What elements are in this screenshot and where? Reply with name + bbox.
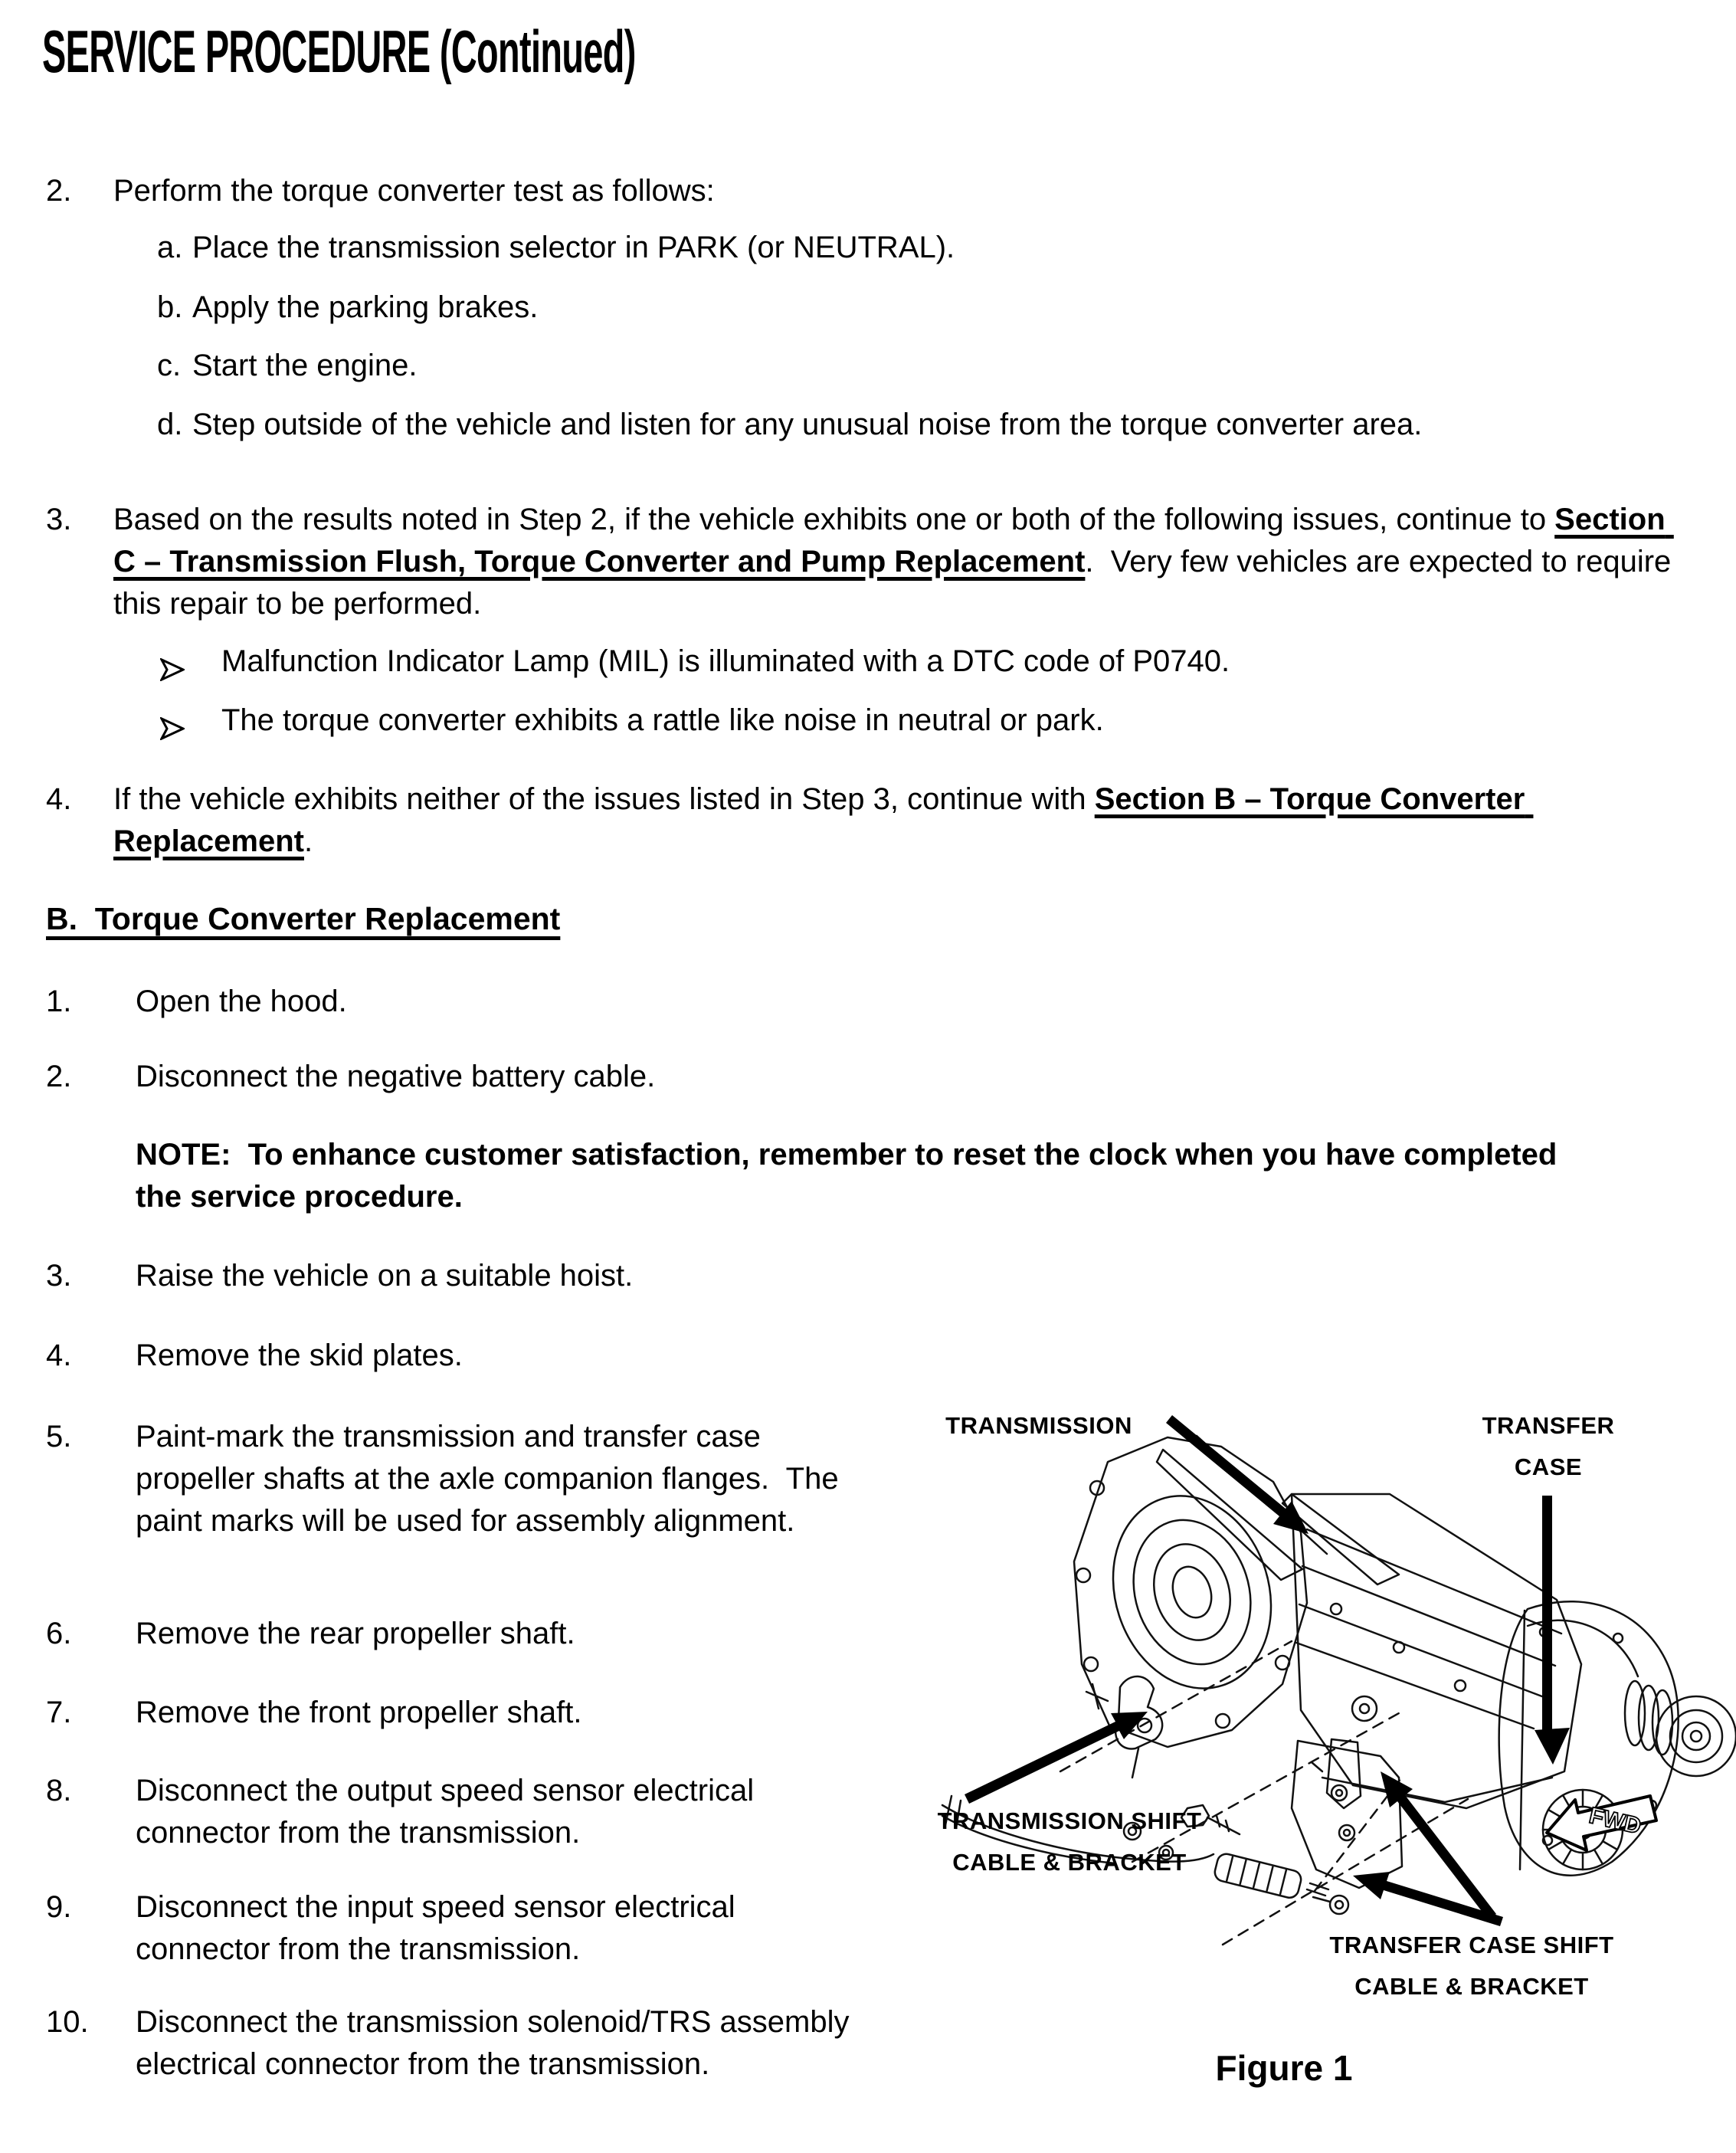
- substep-letter: c.: [157, 349, 182, 382]
- step-number: 4.: [46, 782, 72, 816]
- step-number: 2.: [46, 1060, 72, 1093]
- step-b3-row: [46, 1255, 1637, 1297]
- transfer-case-arrow-head: [1535, 1728, 1570, 1765]
- section-b-heading: B. Torque Converter Replacement: [46, 901, 561, 936]
- figure-label-transfer-case-shift: [1303, 1925, 1640, 2007]
- step-text: [113, 499, 1684, 625]
- substep-letter: d.: [157, 408, 183, 441]
- substep-text: Step outside of the vehicle and listen for any unusual noise from the torque converter area.: [192, 408, 1423, 441]
- step-4-row: [46, 778, 1684, 863]
- step-number: 9.: [46, 1890, 72, 1924]
- step-b5-row: [46, 1416, 856, 1542]
- figure-label-transfer-case-shift-line1: TRANSFER CASE SHIFT: [1329, 1932, 1614, 1958]
- arrowhead-bullet-icon: [160, 641, 221, 693]
- step-text: Disconnect the transmission solenoid/TRS assembly electrical connector from the transmission.: [136, 2005, 858, 2081]
- figure-caption: Figure 1: [1215, 2048, 1353, 2088]
- step-2a-row: [157, 227, 1694, 269]
- step-text: Remove the rear propeller shaft.: [136, 1617, 575, 1650]
- step-text-before: Based on the results noted in Step 2, if the vehicle exhibits one or both of the following issues, continue to: [113, 503, 1555, 536]
- step-2b-row: [157, 287, 1694, 329]
- figure-1: [863, 1379, 1736, 2149]
- figure-label-transmission-shift-line1: TRANSMISSION SHIFT: [937, 1807, 1202, 1834]
- fwd-arrow-text: FWD: [1587, 1802, 1644, 1840]
- step-b8-row: [46, 1770, 856, 1854]
- transfer-case-arrow-shaft: [1542, 1496, 1552, 1732]
- step-number: 2.: [46, 174, 72, 208]
- step-2d-row: [157, 404, 1694, 446]
- step-text: Paint-mark the transmission and transfer case propeller shafts at the axle companion flanges. The paint marks will be used for assembly alignment.: [136, 1420, 847, 1538]
- step-b1-row: [46, 981, 1637, 1023]
- bullet-text: Malfunction Indicator Lamp (MIL) is illuminated with a DTC code of P0740.: [221, 644, 1230, 678]
- trans-shift-arrow: [965, 1712, 1148, 1804]
- note-block: NOTE: To enhance customer satisfaction, remember to reset the clock when you have completed the service procedure.: [136, 1138, 1566, 1214]
- step-b6-row: [46, 1613, 856, 1655]
- substep-text: Apply the parking brakes.: [192, 290, 539, 324]
- substep-text: Start the engine.: [192, 349, 418, 382]
- section-b-reference: Section B – Torque Converter Replacement: [113, 782, 1534, 858]
- step-text: Remove the skid plates.: [136, 1339, 463, 1372]
- figure-label-transfer-case: [1472, 1405, 1625, 1488]
- bullet-row-mil: [160, 641, 1662, 693]
- bullet-row-rattle: [160, 700, 1662, 752]
- step-text: Disconnect the input speed sensor electrical connector from the transmission.: [136, 1890, 744, 1966]
- step-b10-row: [46, 2001, 856, 2086]
- step-number: 10.: [46, 2005, 89, 2039]
- step-b2-row: [46, 1056, 1637, 1098]
- step-2c-row: [157, 345, 1694, 387]
- step-b4-row: [46, 1335, 1637, 1377]
- step-text: Perform the torque converter test as follows:: [113, 174, 715, 208]
- section-c-reference: Section C – Transmission Flush, Torque Converter and Pump Replacement: [113, 503, 1674, 578]
- step-number: 8.: [46, 1774, 72, 1807]
- figure-label-transfer-case-line2: CASE: [1514, 1453, 1583, 1480]
- step-number: 3.: [46, 503, 72, 536]
- step-text: [113, 778, 1684, 863]
- step-text: Remove the front propeller shaft.: [136, 1696, 582, 1729]
- bullet-text: The torque converter exhibits a rattle like noise in neutral or park.: [221, 703, 1104, 737]
- figure-label-transmission-shift-line2: CABLE & BRACKET: [952, 1849, 1187, 1876]
- transmission-diagram: [863, 1379, 1736, 2149]
- step-text: Disconnect the negative battery cable.: [136, 1060, 656, 1093]
- step-number: 3.: [46, 1259, 72, 1293]
- transmission-arrow: [1166, 1415, 1309, 1534]
- step-number: 4.: [46, 1339, 72, 1372]
- step-text: Disconnect the output speed sensor electrical connector from the transmission.: [136, 1774, 763, 1850]
- figure-label-transmission-shift: [901, 1801, 1238, 1883]
- arrowhead-bullet-icon: [160, 700, 221, 752]
- step-text-before: If the vehicle exhibits neither of the issues listed in Step 3, continue with: [113, 782, 1095, 816]
- step-text: Open the hood.: [136, 985, 347, 1018]
- substep-letter: b.: [157, 290, 183, 324]
- step-2-row: [46, 170, 1684, 212]
- step-number: 1.: [46, 985, 72, 1018]
- step-number: 7.: [46, 1696, 72, 1729]
- figure-label-transfer-case-line1: TRANSFER: [1482, 1412, 1615, 1439]
- step-number: 5.: [46, 1420, 72, 1453]
- step-text-after: .: [303, 824, 313, 858]
- step-text: Raise the vehicle on a suitable hoist.: [136, 1259, 634, 1293]
- page-title: SERVICE PROCEDURE (Continued): [42, 18, 636, 85]
- substep-letter: a.: [157, 231, 183, 264]
- step-b9-row: [46, 1886, 856, 1971]
- figure-label-transfer-case-shift-line2: CABLE & BRACKET: [1354, 1973, 1589, 2000]
- step-3-row: [46, 499, 1684, 625]
- substep-text: Place the transmission selector in PARK (or NEUTRAL).: [192, 231, 955, 264]
- figure-label-transmission: TRANSMISSION: [945, 1412, 1132, 1439]
- step-text-after: . Very few vehicles are expected to require this repair to be performed.: [113, 545, 1680, 621]
- step-number: 6.: [46, 1617, 72, 1650]
- step-b7-row: [46, 1692, 856, 1734]
